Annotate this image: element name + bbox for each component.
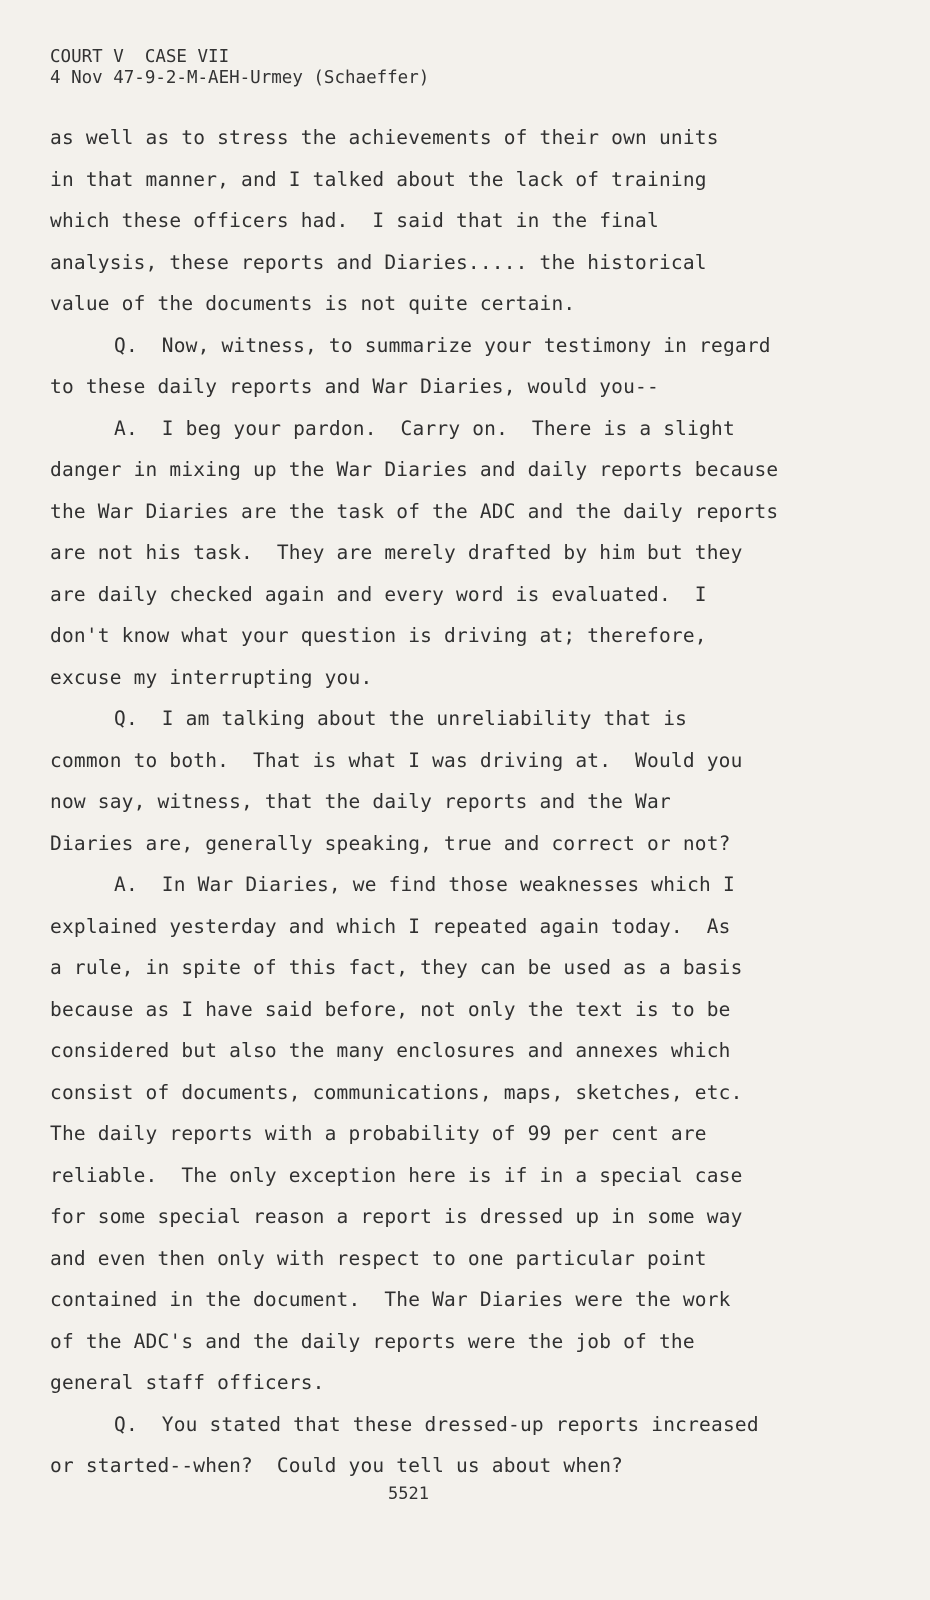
transcript-line: general staff officers.	[50, 1371, 325, 1394]
transcript-line: contained in the document. The War Diaries were the work	[50, 1288, 731, 1311]
transcript-line: considered but also the many enclosures and annexes which	[50, 1039, 731, 1062]
transcript-line: the War Diaries are the task of the ADC and the daily reports	[50, 499, 779, 523]
transcript-line: of the ADC's and the daily reports were the job of the	[50, 1329, 695, 1353]
question-line: Q. You stated that these dressed-up reports increased	[114, 1412, 759, 1436]
case-heading: COURT V CASE VII	[50, 47, 230, 67]
transcript-line: The daily reports with a probability of 99 per cent are	[50, 1122, 707, 1145]
transcript-line: danger in mixing up the War Diaries and daily reports because	[50, 458, 779, 481]
transcript-line: common to both. That is what I was driving at. Would you	[50, 748, 743, 772]
question-line: Q. Now, witness, to summarize your testimony in regard	[114, 333, 771, 357]
transcript-line: are not his task. They are merely drafted by him but they	[50, 541, 743, 564]
transcript-body	[50, 117, 910, 1487]
transcript-line: to these daily reports and War Diaries, would you--	[50, 375, 659, 398]
transcript-line: as well as to stress the achievements of their own units	[50, 126, 719, 149]
transcript-line: are daily checked again and every word is evaluated. I	[50, 582, 707, 606]
document-header	[50, 47, 429, 89]
transcript-line: or started--when? Could you tell us about when?	[50, 1454, 624, 1477]
transcript-line: analysis, these reports and Diaries..... the historical	[50, 250, 707, 274]
transcript-line: reliable. The only exception here is if in a special case	[50, 1163, 743, 1187]
question-line: Q. I am talking about the unreliability that is	[114, 707, 688, 730]
transcript-line: in that manner, and I talked about the lack of training	[50, 167, 707, 191]
answer-line: A. In War Diaries, we find those weaknesses which I	[114, 873, 735, 896]
transcript-line: a rule, in spite of this fact, they can be used as a basis	[50, 956, 743, 979]
transcript-line: consist of documents, communications, maps, sketches, etc.	[50, 1080, 743, 1104]
transcript-line: value of the documents is not quite certain.	[50, 292, 576, 315]
transcript-line: don't know what your question is driving at; therefore,	[50, 624, 707, 647]
answer-line: A. I beg your pardon. Carry on. There is a slight	[114, 416, 735, 440]
transcript-line: Diaries are, generally speaking, true and correct or not?	[50, 831, 731, 855]
session-reference: 4 Nov 47-9-2-M-AEH-Urmey (Schaeffer)	[50, 68, 430, 88]
transcript-line: which these officers had. I said that in the final	[50, 209, 659, 232]
transcript-line: excuse my interrupting you.	[50, 665, 373, 689]
transcript-line: and even then only with respect to one particular point	[50, 1246, 707, 1270]
transcript-line: explained yesterday and which I repeated again today. As	[50, 914, 731, 938]
transcript-line: now say, witness, that the daily reports and the War	[50, 790, 671, 813]
page-number: 5521	[388, 1484, 429, 1504]
transcript-line: because as I have said before, not only the text is to be	[50, 997, 731, 1021]
transcript-line: for some special reason a report is dressed up in some way	[50, 1205, 743, 1228]
